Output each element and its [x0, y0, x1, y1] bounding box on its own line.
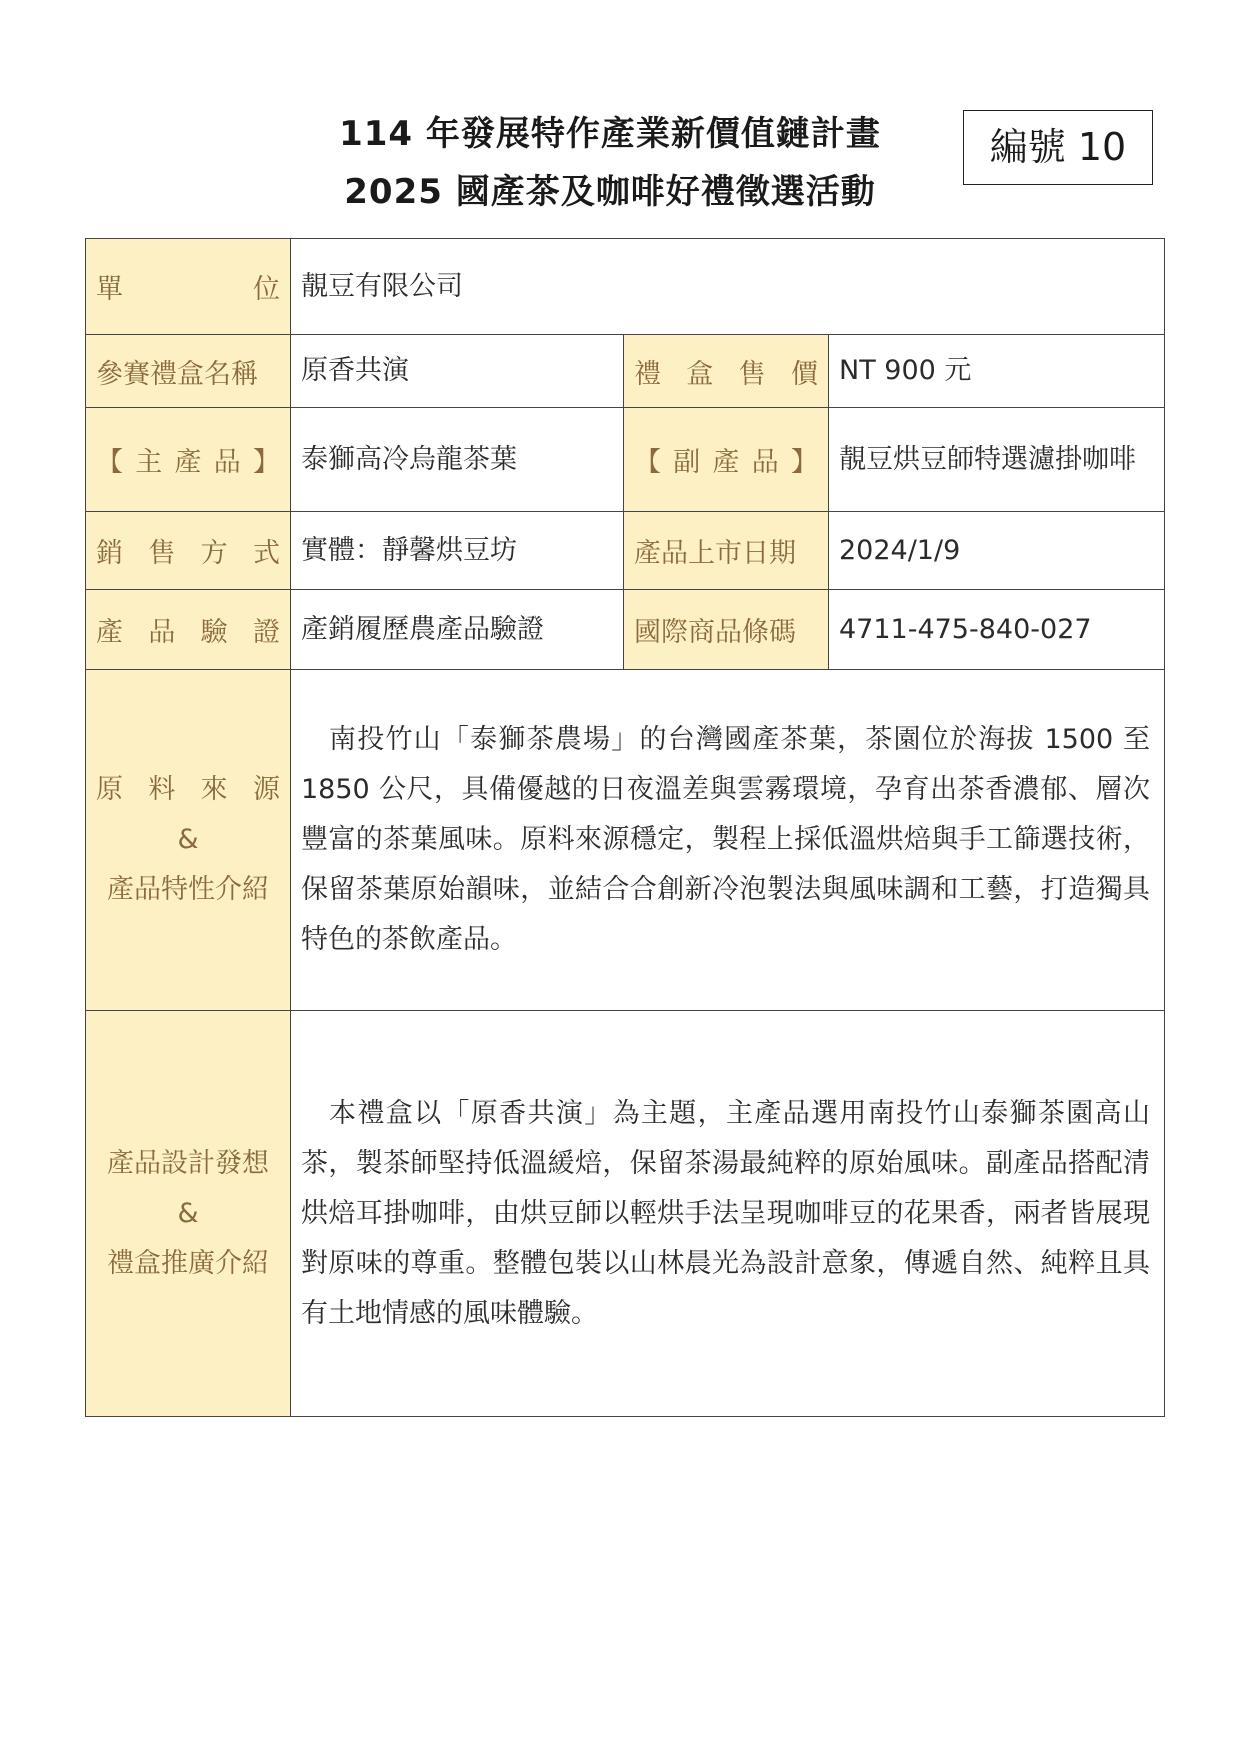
- value-sales-method: 實體：靜馨烘豆坊: [291, 512, 624, 590]
- label-char: 證: [252, 617, 280, 648]
- value-source-intro: [291, 670, 1165, 1011]
- title-line-2: 2025 國產茶及咖啡好禮徵選活動: [344, 172, 876, 212]
- label-char: 主: [135, 447, 163, 478]
- label-char: 售: [148, 538, 176, 569]
- value-sub-product: 靚豆烘豆師特選濾掛咖啡: [829, 408, 1165, 512]
- label-char: 料: [148, 774, 176, 805]
- label-char: 單: [96, 274, 123, 305]
- label-char: 方: [200, 538, 228, 569]
- design-intro-paragraph: 本禮盒以「原香共演」為主題，主產品選用南投竹山泰獅茶園高山茶，製茶師堅持低溫緩焙，保留茶湯最純粹的原始風味。副產品搭配清烘焙耳掛咖啡，由烘豆師以輕烘手法呈現咖啡豆的花果香，兩者皆展現對原味的尊重。整體包裝以山林晨光為設計意象，傳遞自然、純粹且具有土地情感的風味體驗。: [301, 1097, 1150, 1329]
- label-source-intro: [86, 670, 291, 1011]
- source-intro-paragraph: 南投竹山「泰獅茶農場」的台灣國產茶葉，茶園位於海拔 1500 至 1850 公尺，具備優越的日夜溫差與雲霧環境，孕育出茶香濃郁、層次豐富的茶葉風味。原料來源穩定，製程上採低溫烘焙與手工篩選技術，保留茶葉原始韻味，並結合合創新冷泡製法與風味調和工藝，打造獨具特色的茶飲產品。: [301, 724, 1150, 955]
- label-char: 原: [96, 774, 123, 805]
- title-line-1: 114 年發展特作產業新價值鏈計畫: [339, 114, 881, 154]
- label-design-intro: [86, 1011, 291, 1417]
- row-certification: [86, 590, 1165, 670]
- label-char: 產: [712, 447, 740, 478]
- label-char: 盒: [686, 358, 714, 390]
- label-main-product: [86, 408, 291, 512]
- label-launch-date: 產品上市日期: [624, 512, 829, 590]
- value-launch-date: 2024/1/9: [829, 512, 1165, 590]
- label-char: 銷: [96, 538, 123, 569]
- label-char: 】: [791, 447, 818, 478]
- label-char: 產: [174, 447, 202, 478]
- row-products: [86, 408, 1165, 512]
- label-ampersand: &: [177, 824, 199, 855]
- label-char: 品: [148, 617, 176, 648]
- value-giftbox-name: 原香共演: [291, 335, 624, 408]
- label-char: 副: [673, 447, 701, 478]
- label-char: 售: [738, 358, 766, 390]
- label-line: 禮盒推廣介紹: [107, 1247, 269, 1279]
- label-char: 式: [252, 538, 280, 569]
- label-char: 驗: [200, 617, 228, 648]
- label-sub-product: [624, 408, 829, 512]
- label-ampersand: &: [177, 1197, 199, 1229]
- label-char: 源: [252, 774, 280, 805]
- serial-number-box: 編號 10: [963, 110, 1153, 185]
- value-design-intro: [291, 1011, 1165, 1417]
- value-barcode: 4711-475-840-027: [829, 590, 1165, 670]
- label-char: 品: [213, 447, 241, 478]
- label-sales-method: [86, 512, 291, 590]
- row-sales: [86, 512, 1165, 590]
- label-char: 禮: [634, 358, 661, 390]
- label-char: 【: [96, 447, 123, 478]
- value-main-product: 泰獅高冷烏龍茶葉: [291, 408, 624, 512]
- row-giftbox: [86, 335, 1165, 408]
- label-giftbox-name: 參賽禮盒名稱: [86, 335, 291, 408]
- value-unit: 靚豆有限公司: [291, 239, 1165, 335]
- label-char: 價: [790, 358, 818, 390]
- row-design-intro: [86, 1011, 1165, 1417]
- label-price: [624, 335, 829, 408]
- row-unit: [86, 239, 1165, 335]
- label-line: 產品設計發想: [107, 1147, 269, 1179]
- label-char: 品: [751, 447, 779, 478]
- label-line: 產品特性介紹: [107, 874, 269, 905]
- document-header: [0, 100, 1241, 220]
- value-price: NT 900 元: [829, 335, 1165, 408]
- label-barcode: 國際商品條碼: [624, 590, 829, 670]
- label-char: 】: [253, 447, 280, 478]
- label-char: 產: [96, 617, 123, 648]
- value-certification: 產銷履歷農產品驗證: [291, 590, 624, 670]
- label-char: 【: [634, 447, 661, 478]
- label-char: 位: [253, 274, 280, 305]
- label-certification: [86, 590, 291, 670]
- label-unit: [86, 239, 291, 335]
- row-source-intro: [86, 670, 1165, 1011]
- label-char: 來: [200, 774, 228, 805]
- entry-form-table: [85, 238, 1165, 1417]
